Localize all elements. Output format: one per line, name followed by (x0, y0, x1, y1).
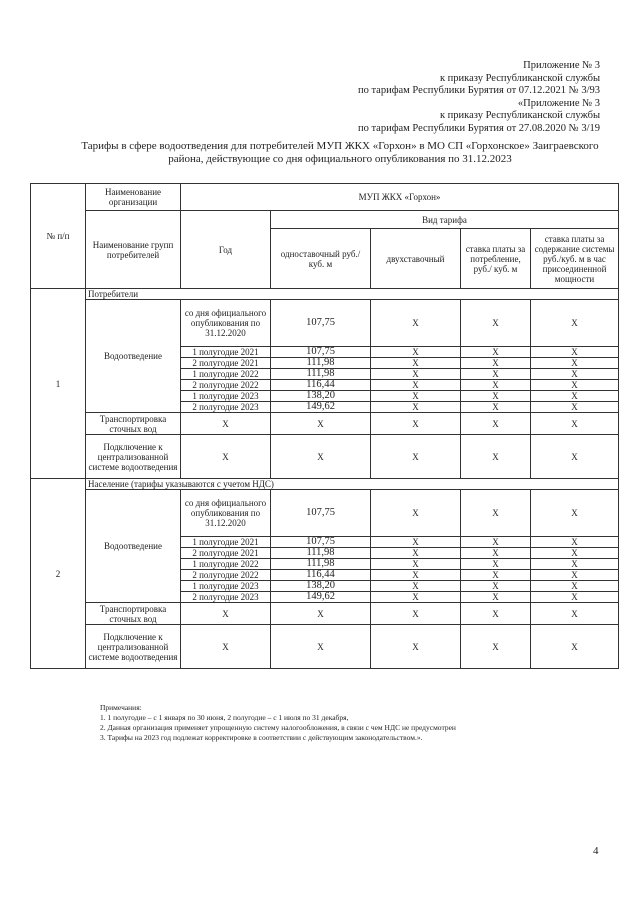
tariff-cell: X (271, 625, 371, 669)
tariff-cell: X (531, 358, 619, 369)
tariff-cell: 116,44 (271, 570, 371, 581)
tariff-cell: X (271, 435, 371, 479)
tariff-cell: X (461, 548, 531, 559)
service-name: Транспортировка сточных вод (86, 603, 181, 625)
tariff-cell: X (531, 347, 619, 358)
period-cell: 2 полугодие 2023 (181, 402, 271, 413)
tariff-cell: 107,75 (271, 490, 371, 537)
tariff-cell: 111,98 (271, 548, 371, 559)
tariff-cell: X (461, 391, 531, 402)
section-row (31, 479, 619, 490)
org-name: МУП ЖКХ «Горхон» (181, 184, 619, 211)
tariff-cell: X (371, 592, 461, 603)
tariff-cell: X (531, 300, 619, 347)
tariff-cell: X (461, 380, 531, 391)
tariff-cell: X (531, 537, 619, 548)
service-name: Транспортировка сточных вод (86, 413, 181, 435)
tariff-cell: X (371, 548, 461, 559)
tariff-cell: X (531, 548, 619, 559)
period-cell: 2 полугодие 2023 (181, 592, 271, 603)
tariff-cell: X (461, 413, 531, 435)
tariff-cell: X (531, 559, 619, 570)
tariff-cell: 138,20 (271, 581, 371, 592)
tariff-cell: X (271, 413, 371, 435)
period-cell: 1 полугодие 2021 (181, 537, 271, 548)
header-org: Наименование организации (86, 184, 181, 211)
tariff-cell: X (461, 347, 531, 358)
page-number: 4 (593, 845, 599, 857)
section-label: Население (тарифы указываются с учетом НДС) (86, 479, 619, 490)
tariff-cell: X (371, 625, 461, 669)
period-cell: 2 полугодие 2021 (181, 358, 271, 369)
tariff-cell: X (461, 402, 531, 413)
tariff-cell: X (531, 490, 619, 537)
header-line: по тарифам Республики Бурятия от 27.08.2020 № 3/19 (357, 122, 600, 134)
tariff-cell: X (461, 603, 531, 625)
period-cell: 2 полугодие 2022 (181, 380, 271, 391)
period-cell: 1 полугодие 2021 (181, 347, 271, 358)
document-title (80, 140, 600, 166)
tariff-cell: X (181, 413, 271, 435)
tariff-cell: X (371, 413, 461, 435)
tariff-cell: X (371, 402, 461, 413)
tariff-cell: X (531, 402, 619, 413)
tariff-cell: 116,44 (271, 380, 371, 391)
appendix-header (358, 60, 600, 135)
tariff-cell: 111,98 (271, 369, 371, 380)
tariff-cell: X (461, 581, 531, 592)
tariff-cell: X (531, 435, 619, 479)
tariff-cell: X (371, 380, 461, 391)
title-line: района, действующие со дня официального опубликования по 31.12.2023 (168, 153, 512, 165)
tariff-cell: 107,75 (271, 300, 371, 347)
tariff-cell: X (461, 537, 531, 548)
header-group: Наименование групп потребителей (86, 211, 181, 289)
tariff-cell: X (461, 490, 531, 537)
header-line: «Приложение № 3 (517, 97, 600, 109)
tariff-cell: X (531, 570, 619, 581)
section-label: Потребители (86, 289, 619, 300)
tariff-cell: 107,75 (271, 347, 371, 358)
tariff-cell: 138,20 (271, 391, 371, 402)
tariff-cell: X (461, 435, 531, 479)
tariff-cell: X (461, 358, 531, 369)
note-line: Примечания: (100, 703, 142, 712)
header-year: Год (181, 211, 271, 289)
tariff-cell: X (181, 435, 271, 479)
tariff-cell: X (461, 559, 531, 570)
period-cell: со дня официального опубликования по 31.12.2020 (181, 300, 271, 347)
section-row (31, 289, 619, 300)
tariff-cell: X (531, 581, 619, 592)
tariff-cell: X (181, 625, 271, 669)
section-number: 1 (31, 289, 86, 479)
tariff-cell: X (371, 603, 461, 625)
tariff-cell: X (531, 413, 619, 435)
note-line: 3. Тарифы на 2023 год подлежат корректировке в соответствии с действующим законодательством.». (100, 733, 423, 742)
note-line: 2. Данная организация применяет упрощенную систему налогообложения, в связи с чем НДС не предусмотрен (100, 723, 456, 732)
tariff-cell: X (531, 369, 619, 380)
header-line: Приложение № 3 (523, 60, 600, 71)
table-row (31, 603, 619, 625)
tariff-cell: X (531, 391, 619, 402)
tariff-table (30, 183, 619, 669)
tariff-cell: X (531, 592, 619, 603)
tariff-cell: X (371, 391, 461, 402)
tariff-cell: X (461, 369, 531, 380)
table-row (31, 300, 619, 347)
tariff-cell: X (461, 625, 531, 669)
service-name: Водоотведение (86, 490, 181, 603)
header-two: двухставочный (371, 229, 461, 289)
service-name: Подключение к централизованной системе водоотведения (86, 625, 181, 669)
header-kind: Вид тарифа (271, 211, 619, 229)
tariff-cell: X (371, 570, 461, 581)
header-single: одноставочный руб./ куб. м (271, 229, 371, 289)
title-line: Тарифы в сфере водоотведения для потребителей МУП ЖКХ «Горхон» в МО СП «Горхонское» Заиграевского (81, 140, 599, 152)
tariff-cell: 149,62 (271, 402, 371, 413)
tariff-cell: 111,98 (271, 358, 371, 369)
tariff-cell: X (371, 559, 461, 570)
period-cell: 2 полугодие 2022 (181, 570, 271, 581)
tariff-cell: 107,75 (271, 537, 371, 548)
tariff-cell: X (461, 592, 531, 603)
tariff-cell: X (371, 581, 461, 592)
tariff-cell: 149,62 (271, 592, 371, 603)
service-name: Водоотведение (86, 300, 181, 413)
header-cons: ставка платы за потребление, руб./ куб. м (461, 229, 531, 289)
section-number: 2 (31, 479, 86, 669)
tariff-cell: X (371, 358, 461, 369)
period-cell: со дня официального опубликования по 31.12.2020 (181, 490, 271, 537)
tariff-cell: X (461, 570, 531, 581)
tariff-cell: X (371, 490, 461, 537)
period-cell: 1 полугодие 2023 (181, 391, 271, 402)
tariff-cell: X (371, 347, 461, 358)
tariff-cell: X (461, 300, 531, 347)
header-num: № п/п (31, 184, 86, 289)
tariff-cell: X (371, 435, 461, 479)
tariff-cell: X (531, 625, 619, 669)
header-cap: ставка платы за содержание системы руб./куб. м в час присоединенной мощности (531, 229, 619, 289)
tariff-cell: X (181, 603, 271, 625)
period-cell: 2 полугодие 2021 (181, 548, 271, 559)
table-row (31, 413, 619, 435)
period-cell: 1 полугодие 2022 (181, 559, 271, 570)
period-cell: 1 полугодие 2022 (181, 369, 271, 380)
period-cell: 1 полугодие 2023 (181, 581, 271, 592)
header-line: к приказу Республиканской службы (439, 72, 600, 84)
tariff-cell: X (371, 300, 461, 347)
header-line: по тарифам Республики Бурятия от 07.12.2021 № 3/93 (357, 85, 600, 96)
tariff-cell: X (531, 380, 619, 391)
table-row (31, 490, 619, 537)
table-row (31, 435, 619, 479)
notes (100, 703, 456, 743)
note-line: 1. 1 полугодие – с 1 января по 30 июня, 2 полугодие – с 1 июля по 31 декабря, (100, 713, 349, 722)
service-name: Подключение к централизованной системе водоотведения (86, 435, 181, 479)
tariff-cell: 111,98 (271, 559, 371, 570)
tariff-cell: X (271, 603, 371, 625)
tariff-cell: X (371, 369, 461, 380)
tariff-cell: X (371, 537, 461, 548)
tariff-cell: X (531, 603, 619, 625)
header-line: к приказу Республиканской службы (439, 110, 600, 121)
table-row (31, 625, 619, 669)
